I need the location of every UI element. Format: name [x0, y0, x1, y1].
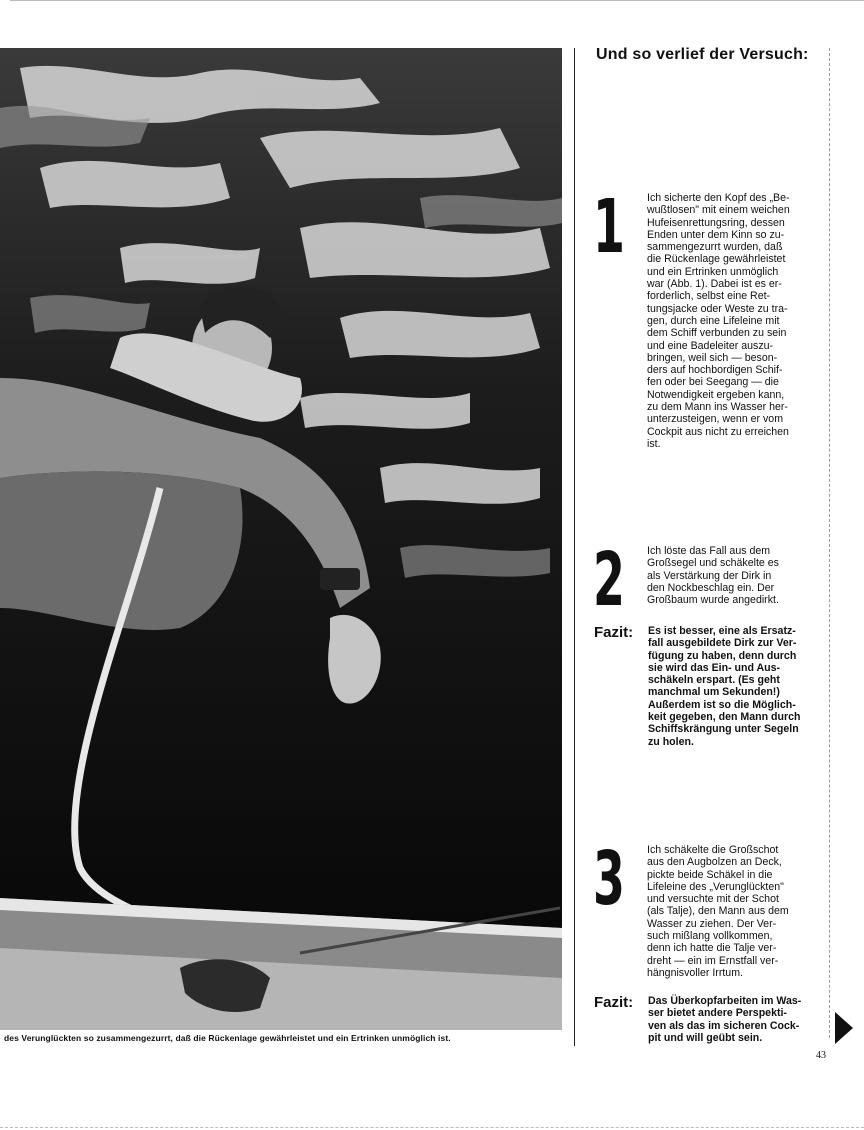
step-1-text: Ich sicherte den Kopf des „Be- wußtlosen" mit einem weichen Hufeisenrettungsring, dessen Enden unter dem Kinn so zu- sammengezurrt wurden, daß die Rückenlage gewährleistet und ein Ertrinken unmöglich war (Abb. 1). Dabei ist es er- forderlich, selbst eine Ret- tungsjacke oder Weste zu tra- gen, durch eine Lifeleine mit dem Schiff verbunden zu sein und eine Badeleiter auszu- bringen, weil sich — beson- ders auf hochbordigen Schif- fen oder bei Seegang — die Notwendigkeit ergeben kann, zu dem Mann ins Wasser her- unterzusteigen, wenn er vom Cockpit aus nicht zu erreichen ist. [647, 192, 790, 450]
photo-illustration [0, 48, 562, 1030]
step-3-fazit-label: Fazit: [594, 994, 634, 1011]
section-heading: Und so verlief der Versuch: [596, 46, 809, 63]
column-divider [574, 48, 575, 1046]
step-number-3: 3 [593, 836, 625, 922]
bottom-rule [0, 1127, 864, 1128]
top-rule [10, 0, 864, 1]
page-number: 43 [816, 1050, 826, 1061]
step-2-fazit-label: Fazit: [594, 624, 634, 641]
step-number-2: 2 [593, 537, 625, 623]
step-3-fazit-text: Das Überkopfarbeiten im Was- ser bietet andere Perspekti- ven als das im sicheren Cock- pit und will geübt sein. [648, 995, 802, 1044]
step-number-1: 1 [593, 184, 625, 270]
step-2-text: Ich löste das Fall aus dem Großsegel und schäkelte es als Verstärkung der Dirk in den Nockbeschlag ein. Der Großbaum wurde angedirkt. [647, 545, 779, 607]
step-2-fazit-text: Es ist besser, eine als Ersatz- fall ausgebildete Dirk zur Ver- fügung zu haben, denn durch sie wird das Ein- und Aus- schäkeln erspart. (Es geht manchmal um Sekunden!) Außerdem ist so die Möglich- keit gegeben, den Mann durch Schiffskrängung unter Segeln zu holen. [648, 625, 801, 748]
photo-man-in-water [0, 48, 562, 1030]
right-margin-rule [829, 48, 830, 1038]
step-3-text: Ich schäkelte die Großschot aus den Augbolzen an Deck, pickte beide Schäkel in die Lifeleine des „Verunglückten" und versuchte mit der Schot (als Talje), den Mann aus dem Wasser zu ziehen. Der Ver- such mißlang vollkommen, denn ich hatte die Talje ver- dreht — ein im Ernstfall ver- hängnisvoller Irrtum. [647, 844, 789, 979]
next-page-arrow-icon[interactable] [835, 1012, 853, 1044]
photo-caption: des Verunglückten so zusammengezurrt, daß die Rückenlage gewährleistet und ein Ertrinken unmöglich ist. [4, 1033, 451, 1043]
